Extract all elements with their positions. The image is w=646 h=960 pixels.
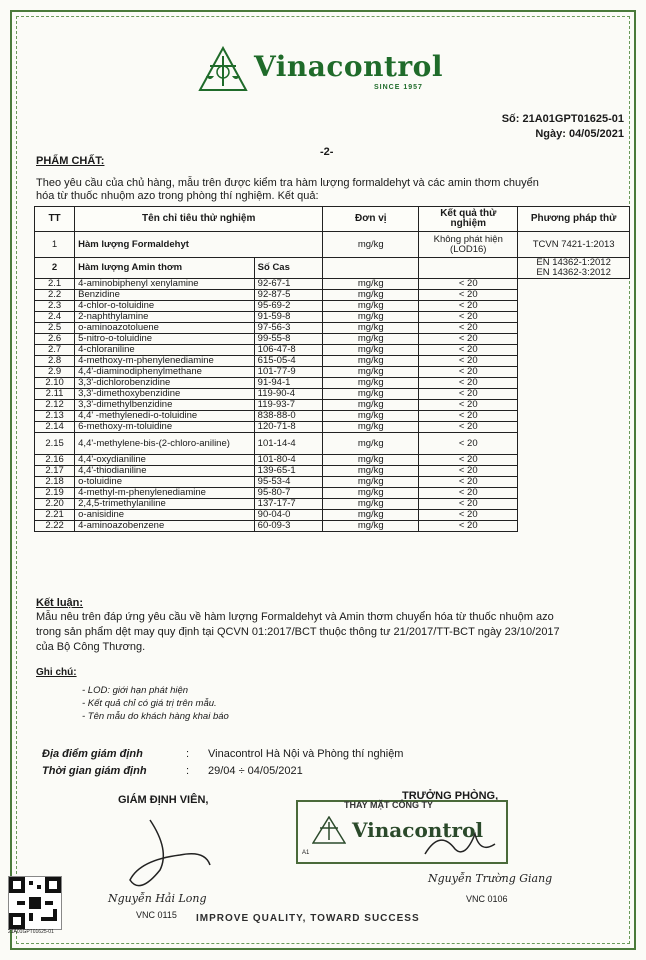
row-name: o-aminoazotoluene <box>75 323 255 334</box>
table-row <box>35 367 630 378</box>
row-tt: 2.20 <box>35 499 75 510</box>
section-title-ket-luan: Kết luận: <box>36 597 84 609</box>
row-cas: 137-17-7 <box>254 499 323 510</box>
info-colon: : <box>186 748 190 760</box>
row-result: < 20 <box>419 466 518 477</box>
row-tt: 2.15 <box>35 433 75 455</box>
table-row <box>35 521 630 532</box>
row-unit: mg/kg <box>323 422 419 433</box>
row-name: 4-aminobiphenyl xenylamine <box>75 279 255 290</box>
info-time <box>42 765 147 777</box>
row-name: 3,3'-dichlorobenzidine <box>75 378 255 389</box>
row-unit: mg/kg <box>323 477 419 488</box>
row-unit: mg/kg <box>323 279 419 290</box>
row-unit: mg/kg <box>323 301 419 312</box>
page-number: -2- <box>320 146 334 158</box>
row-result: < 20 <box>419 455 518 466</box>
row-result: < 20 <box>419 367 518 378</box>
header-method: Phương pháp thử <box>518 207 630 232</box>
section-title-pham-chat: PHẨM CHẤT: <box>36 155 105 167</box>
inspector-name: Nguyễn Hải Long <box>108 892 207 905</box>
results-table <box>34 206 630 532</box>
row-name: 4,4'-methylene-bis-(2-chloro-aniline) <box>75 433 255 455</box>
row-cas: 101-80-4 <box>254 455 323 466</box>
row-name: 4-chlor-o-toluidine <box>75 301 255 312</box>
amin-rows <box>35 279 630 532</box>
table-row <box>35 477 630 488</box>
row-name: o-toluidine <box>75 477 255 488</box>
stamp-a1: A1 <box>302 850 310 856</box>
row-unit: mg/kg <box>323 312 419 323</box>
row-name: 3,3'-dimethoxybenzidine <box>75 389 255 400</box>
row-tt: 2.4 <box>35 312 75 323</box>
row-result: < 20 <box>419 356 518 367</box>
row-result: < 20 <box>419 521 518 532</box>
row-name: 4-methyl-m-phenylenediamine <box>75 488 255 499</box>
qr-label: 21A01GPT01625-01 <box>8 929 54 935</box>
qr-code-icon <box>9 877 61 929</box>
intro-line-1: Theo yêu cầu của chủ hàng, mẫu trên được kiểm tra hàm lượng formaldehyt và các amin thơm chuyển <box>36 177 539 189</box>
row-result: < 20 <box>419 488 518 499</box>
head-code: VNC 0106 <box>466 894 508 904</box>
inspector-title: GIÁM ĐỊNH VIÊN, <box>118 794 209 806</box>
table-row <box>35 510 630 521</box>
row-result: < 20 <box>419 345 518 356</box>
table-row <box>35 499 630 510</box>
row-tt: 2.3 <box>35 301 75 312</box>
row-result: < 20 <box>419 312 518 323</box>
stamp-brand: Vinacontrol <box>352 818 484 842</box>
row-tt: 2.12 <box>35 400 75 411</box>
row-unit: mg/kg <box>323 466 419 477</box>
row-name: Hàm lượng Amin thơm <box>75 258 255 279</box>
row-tt: 2.11 <box>35 389 75 400</box>
header-tt: TT <box>35 207 75 232</box>
table-row <box>35 356 630 367</box>
row-name: o-anisidine <box>75 510 255 521</box>
row-result: < 20 <box>419 290 518 301</box>
table-row <box>35 378 630 389</box>
row-cas: 615-05-4 <box>254 356 323 367</box>
row-result: < 20 <box>419 510 518 521</box>
row-cas: 120-71-8 <box>254 422 323 433</box>
row-unit: mg/kg <box>323 345 419 356</box>
document-date: Ngày: 04/05/2021 <box>535 128 624 140</box>
row-tt: 2.17 <box>35 466 75 477</box>
info-location-label: Địa điểm giám định <box>42 748 143 760</box>
table-row <box>35 334 630 345</box>
row-cas: 95-69-2 <box>254 301 323 312</box>
conclusion-line-1: Mẫu nêu trên đáp ứng yêu cầu về hàm lượng Formaldehyt và Amin thơm chuyển hóa từ thuốc nhuộm azo <box>36 611 554 623</box>
qr-code <box>8 876 62 930</box>
row-cas: 97-56-3 <box>254 323 323 334</box>
row-tt: 1 <box>35 232 75 258</box>
row-cas: 92-87-5 <box>254 290 323 301</box>
row-unit: mg/kg <box>323 400 419 411</box>
vinacontrol-logo <box>198 46 458 96</box>
row-cas: 95-53-4 <box>254 477 323 488</box>
header-name: Tên chỉ tiêu thử nghiệm <box>75 207 323 232</box>
row-name: 4,4'-diaminodiphenylmethane <box>75 367 255 378</box>
row-name: 4-chloraniline <box>75 345 255 356</box>
row-tt: 2.10 <box>35 378 75 389</box>
row-name: Hàm lượng Formaldehyt <box>75 232 323 258</box>
row-cas: 91-59-8 <box>254 312 323 323</box>
note-item: - Kết quả chỉ có giá trị trên mẫu. <box>82 698 217 709</box>
row-result: < 20 <box>419 499 518 510</box>
row-cas: 90-04-0 <box>254 510 323 521</box>
row-cas: 119-90-4 <box>254 389 323 400</box>
row-name: 4,4'-thiodianiline <box>75 466 255 477</box>
row-unit: mg/kg <box>323 455 419 466</box>
row-result: < 20 <box>419 279 518 290</box>
row-unit: mg/kg <box>323 488 419 499</box>
header-result: Kết quả thử nghiệm <box>419 207 518 232</box>
section-title-ghi-chu: Ghi chú: <box>36 667 77 678</box>
notes-list <box>82 684 229 723</box>
table-row <box>35 455 630 466</box>
row-unit: mg/kg <box>323 389 419 400</box>
row-unit: mg/kg <box>323 290 419 301</box>
row-result: < 20 <box>419 411 518 422</box>
table-row <box>35 345 630 356</box>
row-tt: 2.7 <box>35 345 75 356</box>
row-cas: 106-47-8 <box>254 345 323 356</box>
inspector-signature-mark <box>110 810 230 900</box>
table-row <box>35 312 630 323</box>
row-unit: mg/kg <box>323 510 419 521</box>
table-row <box>35 466 630 477</box>
info-location <box>42 748 143 760</box>
table-row <box>35 422 630 433</box>
row-result: < 20 <box>419 378 518 389</box>
row-cas-header: Số Cas <box>254 258 323 279</box>
row-tt: 2.14 <box>35 422 75 433</box>
footer-slogan: IMPROVE QUALITY, TOWARD SUCCESS <box>196 913 420 924</box>
row-unit: mg/kg <box>323 499 419 510</box>
brand-name: Vinacontrol <box>254 50 443 83</box>
method-amin-cell <box>518 258 630 279</box>
intro-line-2: hóa từ thuốc nhuộm azo trong phòng thí nghiệm. Kết quả: <box>36 190 319 202</box>
row-name: 4-methoxy-m-phenylenediamine <box>75 356 255 367</box>
row-name: 6-methoxy-m-toluidine <box>75 422 255 433</box>
scales-logo-icon <box>198 46 248 92</box>
row-result: < 20 <box>419 400 518 411</box>
row-result: < 20 <box>419 334 518 345</box>
row-cas: 139-65-1 <box>254 466 323 477</box>
table-row <box>35 433 630 455</box>
row-unit: mg/kg <box>323 334 419 345</box>
row-tt: 2.1 <box>35 279 75 290</box>
row-cas: 101-14-4 <box>254 433 323 455</box>
row-cas: 92-67-1 <box>254 279 323 290</box>
table-row <box>35 323 630 334</box>
row-tt: 2.13 <box>35 411 75 422</box>
row-tt: 2.22 <box>35 521 75 532</box>
head-signature-mark <box>420 824 500 864</box>
info-colon: : <box>186 765 190 777</box>
row-name: 4,4' -methylenedi-o-toluidine <box>75 411 255 422</box>
row-cas: 101-77-9 <box>254 367 323 378</box>
header-unit: Đơn vị <box>323 207 419 232</box>
document-reference <box>502 112 624 142</box>
stamp-scales-icon <box>312 816 346 844</box>
conclusion-line-2: trong sản phẩm dệt may quy định tại QCVN 01:2017/BCT thuộc thông tư 21/2017/TT-BCT ngày 23/10/2017 <box>36 626 560 638</box>
row-cas: 838-88-0 <box>254 411 323 422</box>
row-name: Benzidine <box>75 290 255 301</box>
stamp-title: THAY MẶT CÔNG TY <box>344 800 434 810</box>
row-name: 4,4'-oxydianiline <box>75 455 255 466</box>
row-result: < 20 <box>419 477 518 488</box>
row-unit: mg/kg <box>323 433 419 455</box>
row-tt: 2.5 <box>35 323 75 334</box>
row-unit: mg/kg <box>323 367 419 378</box>
row-cas: 99-55-8 <box>254 334 323 345</box>
row-name: 2-naphthylamine <box>75 312 255 323</box>
table-row <box>35 400 630 411</box>
table-row <box>35 389 630 400</box>
row-result: < 20 <box>419 422 518 433</box>
row-unit: mg/kg <box>323 411 419 422</box>
row-result: < 20 <box>419 433 518 455</box>
row-tt: 2.19 <box>35 488 75 499</box>
table-row <box>35 488 630 499</box>
row-result: < 20 <box>419 389 518 400</box>
table-row <box>35 301 630 312</box>
row-tt: 2 <box>35 258 75 279</box>
row-cas: 60-09-3 <box>254 521 323 532</box>
row-unit: mg/kg <box>323 356 419 367</box>
document-number: Số: 21A01GPT01625-01 <box>501 113 624 125</box>
table-row-formaldehyt <box>35 232 630 258</box>
row-tt: 2.8 <box>35 356 75 367</box>
conclusion-line-3: của Bộ Công Thương. <box>36 641 146 653</box>
row-result: < 20 <box>419 301 518 312</box>
row-unit: mg/kg <box>323 521 419 532</box>
row-tt: 2.2 <box>35 290 75 301</box>
row-result: < 20 <box>419 323 518 334</box>
row-cas: 95-80-7 <box>254 488 323 499</box>
row-unit: mg/kg <box>323 232 419 258</box>
method-amin-2: EN 14362-3:2012 <box>536 267 611 278</box>
head-title: TRƯỞNG PHÒNG, <box>402 790 499 802</box>
row-cas: 119-93-7 <box>254 400 323 411</box>
info-location-value: Vinacontrol Hà Nội và Phòng thí nghiệm <box>208 748 404 760</box>
row-tt: 2.6 <box>35 334 75 345</box>
row-result: Không phát hiện (LOD16) <box>419 232 518 258</box>
row-method: TCVN 7421-1:2013 <box>518 232 630 258</box>
table-row-amin-group <box>35 258 630 279</box>
row-cas: 91-94-1 <box>254 378 323 389</box>
row-unit: mg/kg <box>323 323 419 334</box>
brand-since: SINCE 1957 <box>374 84 423 91</box>
row-tt: 2.16 <box>35 455 75 466</box>
row-tt: 2.18 <box>35 477 75 488</box>
row-name: 3,3'-dimethylbenzidine <box>75 400 255 411</box>
head-name: Nguyễn Trường Giang <box>428 872 553 885</box>
row-tt: 2.21 <box>35 510 75 521</box>
info-time-value: 29/04 ÷ 04/05/2021 <box>208 765 303 777</box>
info-time-label: Thời gian giám định <box>42 765 147 777</box>
note-item: - Tên mẫu do khách hàng khai báo <box>82 711 229 722</box>
table-header-row <box>35 207 630 232</box>
row-tt: 2.9 <box>35 367 75 378</box>
table-row <box>35 411 630 422</box>
row-name: 5-nitro-o-toluidine <box>75 334 255 345</box>
note-item: - LOD: giới hạn phát hiện <box>82 685 189 696</box>
inspector-code: VNC 0115 <box>136 910 177 920</box>
table-row <box>35 279 630 290</box>
row-unit: mg/kg <box>323 378 419 389</box>
table-row <box>35 290 630 301</box>
row-name: 2,4,5-trimethylaniline <box>75 499 255 510</box>
row-name: 4-aminoazobenzene <box>75 521 255 532</box>
method-amin-1: EN 14362-1:2012 <box>536 257 611 268</box>
